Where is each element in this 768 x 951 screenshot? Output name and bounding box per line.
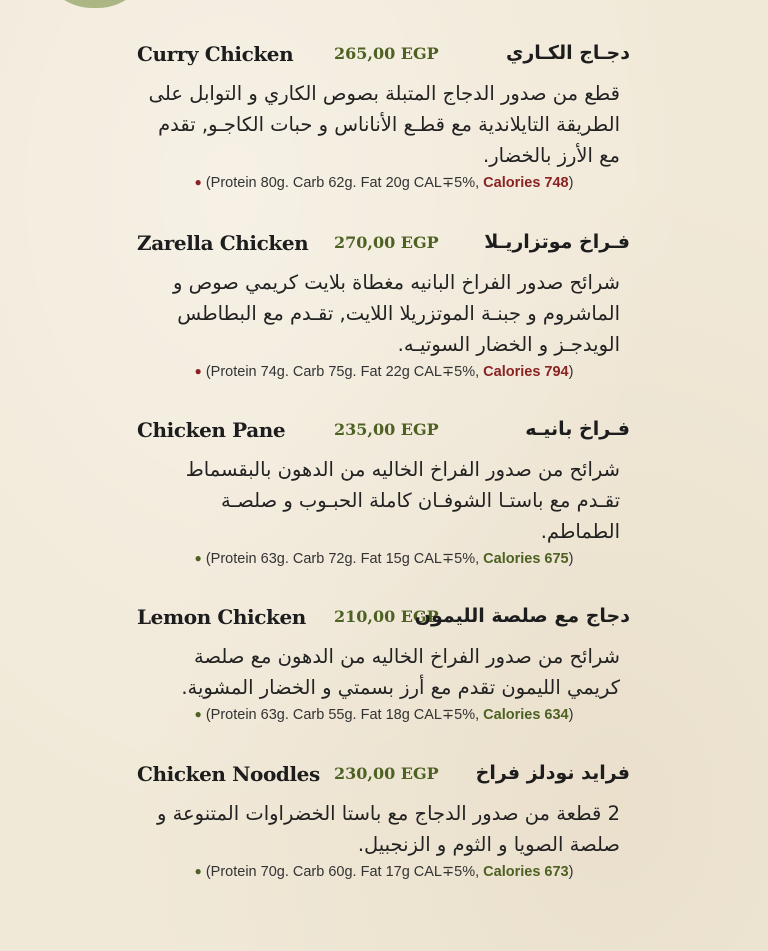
item-nutrition [0,864,768,880]
nutrition-text: (Protein 63g. Carb 72g. Fat 15g CAL∓5%, [205,551,484,567]
menu-item-curry-chicken [0,42,768,191]
item-arabic-title: فـراخ موتزاريـلا [484,231,630,253]
item-price: 265,00 EGP [334,44,439,63]
nutrition-close: ) [568,707,574,723]
bullet-icon: ● [194,707,202,721]
calories-label: Calories 673 [483,864,569,880]
nutrition-close: ) [568,864,574,880]
calories-label: Calories 794 [483,364,569,380]
item-description: 2 قطعة من صدور الدجاج مع باستا الخضراوات المتنوعة و صلصة الصويا و الثوم و الزنجبيل. [156,802,620,856]
nutrition-text: (Protein 70g. Carb 60g. Fat 17g CAL∓5%, [205,864,484,880]
item-price: 230,00 EGP [334,764,439,783]
nutrition-close: ) [568,551,574,567]
decorative-corner-shape [40,0,150,8]
item-name: Lemon Chicken [137,605,306,629]
nutrition-text: (Protein 74g. Carb 75g. Fat 22g CAL∓5%, [205,364,484,380]
item-description: شرائح صدور الفراخ البانيه مغطاة بلايت كريمي صوص و الماشروم و جبنـة الموتزريلا اللايت, تقـدم مع البطاطس الويدجـز و الخضار السوتيـه. [173,271,620,356]
item-arabic-title: فرايد نودلز فراخ [475,762,630,784]
item-nutrition [0,175,768,191]
item-description: شرائح من صدور الفراخ الخاليه من الدهون مع صلصة كريمي الليمون تقدم مع أرز بسمتي و الخضار المشوية. [181,645,620,699]
item-arabic-title: فـراخ بانيـه [525,418,630,440]
menu-item-chicken-pane [0,418,768,567]
item-name: Curry Chicken [137,42,294,66]
nutrition-text: (Protein 63g. Carb 55g. Fat 18g CAL∓5%, [205,707,484,723]
item-name: Zarella Chicken [137,231,309,255]
menu-item-zarella-chicken [0,231,768,380]
bullet-icon: ● [194,364,202,378]
menu-item-chicken-noodles [0,762,768,880]
item-nutrition [0,707,768,723]
item-nutrition [0,364,768,380]
item-nutrition [0,551,768,567]
nutrition-close: ) [568,175,574,191]
item-price: 210,00 EGP [334,607,439,626]
nutrition-close: ) [568,364,574,380]
item-name: Chicken Pane [137,418,286,442]
calories-label: Calories 748 [483,175,569,191]
bullet-icon: ● [194,551,202,565]
calories-label: Calories 634 [483,707,569,723]
bullet-icon: ● [194,864,202,878]
item-description: شرائح من صدور الفراخ الخاليه من الدهون بالبقسماط تقـدم مع باستـا الشوفـان كاملة الحبـوب و صلصـة الطماطم. [185,458,620,543]
item-arabic-title: دجاج مع صلصة الليمون [414,605,630,627]
item-arabic-title: دجـاج الكـاري [505,42,630,64]
nutrition-text: (Protein 80g. Carb 62g. Fat 20g CAL∓5%, [205,175,484,191]
bullet-icon: ● [194,175,202,189]
menu-item-lemon-chicken [0,605,768,723]
calories-label: Calories 675 [483,551,569,567]
item-price: 235,00 EGP [334,420,439,439]
item-name: Chicken Noodles [137,762,320,786]
item-description: قطع من صدور الدجاج المتبلة بصوص الكاري و التوابل على الطريقة التايلاندية مع قطـع الأناناس و حبات الكاجـو, تقدم مع الأرز بالخضار. [148,82,620,167]
item-price: 270,00 EGP [334,233,439,252]
